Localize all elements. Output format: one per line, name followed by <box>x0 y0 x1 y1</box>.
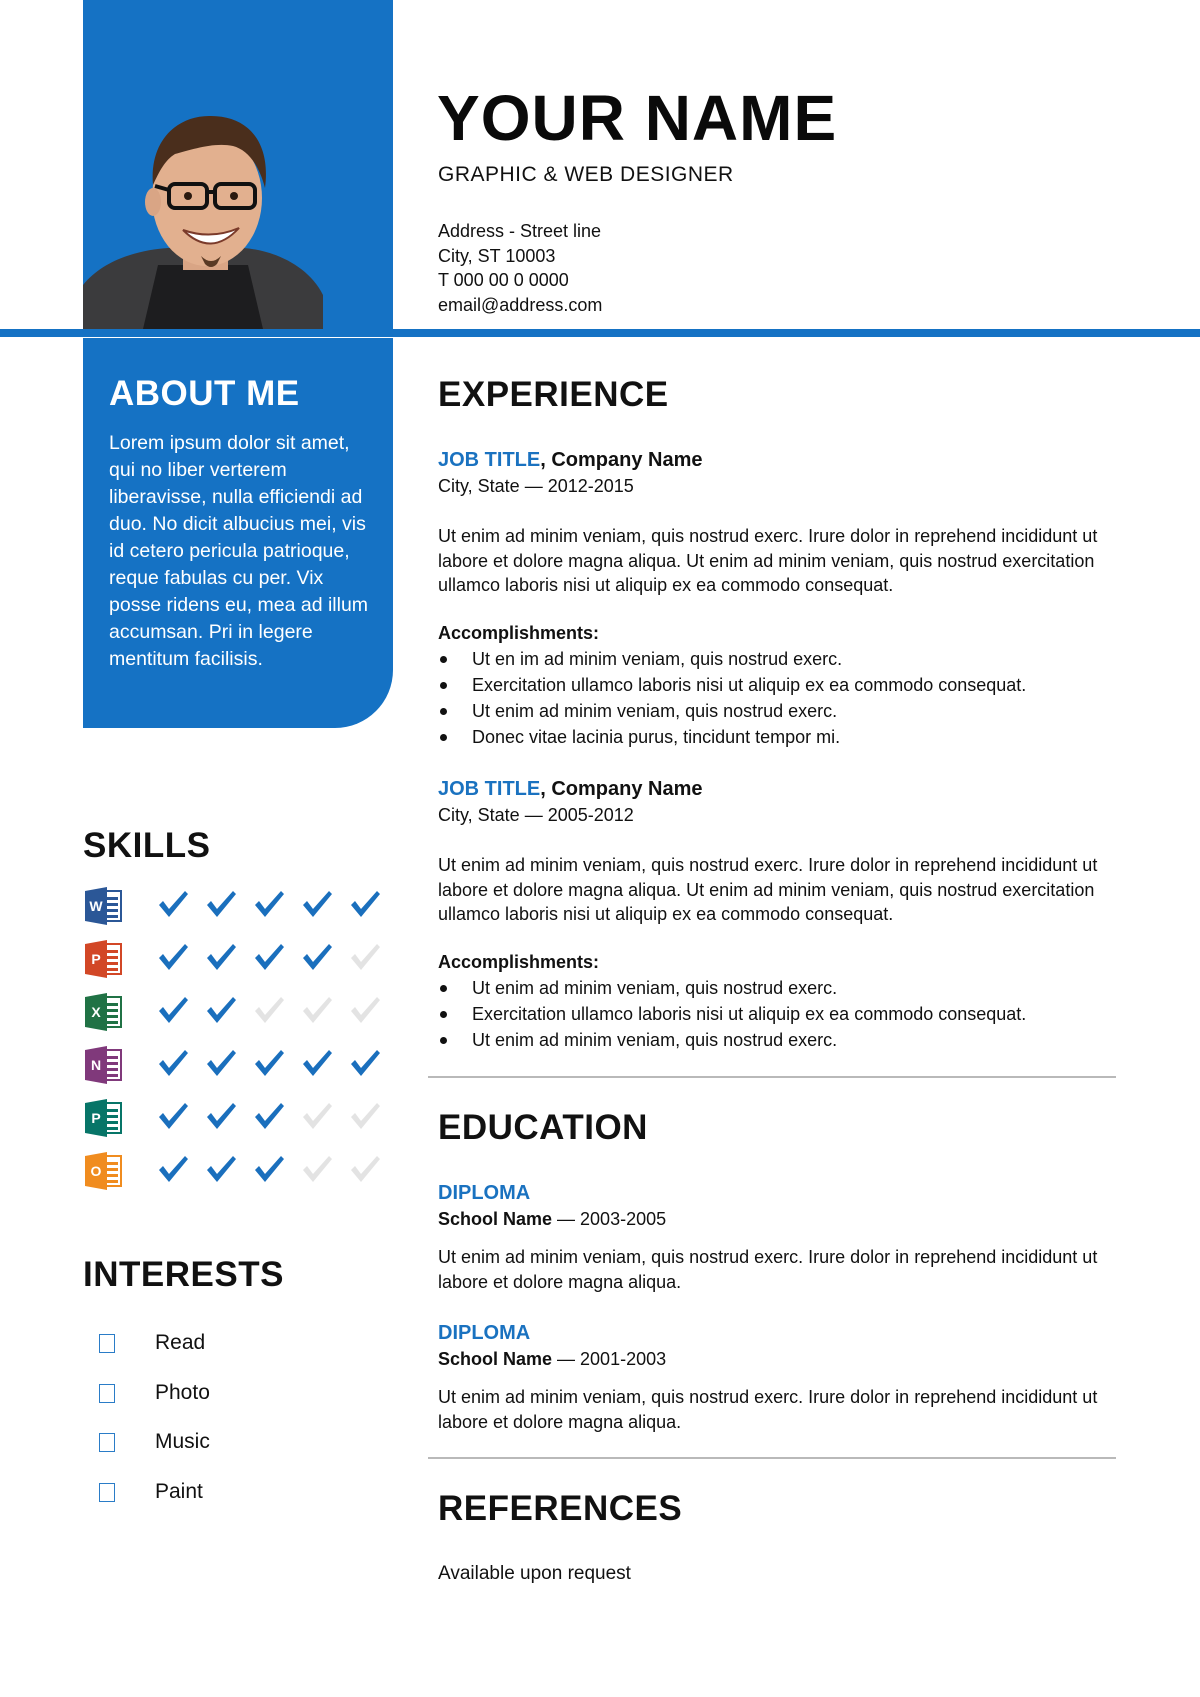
references-text: Available upon request <box>438 1563 631 1584</box>
svg-text:P: P <box>91 951 101 967</box>
skills-heading: SKILLS <box>83 826 211 865</box>
check-off-icon <box>348 940 382 974</box>
education-2-school: School Name <box>438 1349 553 1369</box>
check-on-icon <box>252 1152 286 1186</box>
interest-checkbox-icon <box>99 1483 115 1502</box>
check-on-icon <box>204 940 238 974</box>
education-1-description: Ut enim ad minim veniam, quis nostrud exerc. Irure dolor in reprehend incididunt ut labore et dolore magna aliqua. <box>438 1247 1098 1292</box>
check-on-icon <box>252 887 286 921</box>
interests-heading: INTERESTS <box>83 1255 284 1294</box>
education-1-diploma: DIPLOMA <box>438 1182 531 1204</box>
check-off-icon <box>348 1152 382 1186</box>
profile-photo <box>83 80 323 329</box>
interest-label: Paint <box>155 1479 203 1503</box>
job-1-title: JOB TITLE <box>438 449 541 471</box>
excel-icon <box>83 991 125 1033</box>
section-divider <box>428 1076 1116 1078</box>
svg-text:P: P <box>91 1110 101 1126</box>
list-item: Exercitation ullamco laboris nisi ut aliquip ex ea commodo consequat. <box>438 1001 1128 1027</box>
education-heading: EDUCATION <box>438 1108 648 1147</box>
check-on-icon <box>156 887 190 921</box>
experience-heading: EXPERIENCE <box>438 375 669 414</box>
job-1-description: Ut enim ad minim veniam, quis nostrud exerc. Irure dolor in reprehend incididunt ut labore et dolore magna aliqua. Ut enim ad minim veniam, quis nostrud exercitation ullamco laboris nisi ut aliquip ex ea commodo consequat. <box>438 526 1098 595</box>
list-item: Ut enim ad minim veniam, quis nostrud exerc. <box>438 1027 1128 1053</box>
list-item: Exercitation ullamco laboris nisi ut aliquip ex ea commodo consequat. <box>438 672 1128 698</box>
check-on-icon <box>252 940 286 974</box>
check-off-icon <box>348 1099 382 1133</box>
check-off-icon <box>252 993 286 1027</box>
svg-text:O: O <box>90 1163 102 1179</box>
skill-row <box>83 1044 383 1090</box>
interest-checkbox-icon <box>99 1334 115 1353</box>
svg-text:N: N <box>90 1057 102 1073</box>
check-on-icon <box>204 1152 238 1186</box>
check-on-icon <box>204 993 238 1027</box>
job-2-title: JOB TITLE <box>438 778 541 800</box>
job-1-accomplishments <box>438 646 1128 750</box>
check-on-icon <box>204 1046 238 1080</box>
job-1-accomplishments-title: Accomplishments: <box>438 623 600 643</box>
education-1-school: School Name <box>438 1209 553 1229</box>
check-on-icon <box>156 1152 190 1186</box>
svg-text:W: W <box>89 898 103 914</box>
about-heading: ABOUT ME <box>109 374 300 413</box>
education-2-description: Ut enim ad minim veniam, quis nostrud exerc. Irure dolor in reprehend incididunt ut labore et dolore magna aliqua. <box>438 1387 1098 1432</box>
job-2-meta: City, State — 2005-2012 <box>438 805 634 825</box>
education-2-school-line <box>438 1349 666 1370</box>
powerpoint-icon <box>83 938 125 980</box>
education-1-school-line <box>438 1209 666 1230</box>
job-1-company: , Company Name <box>540 449 703 471</box>
list-item: Ut enim ad minim veniam, quis nostrud exerc. <box>438 975 1128 1001</box>
header-rule <box>0 329 1200 337</box>
full-name: YOUR NAME <box>437 82 838 154</box>
job-role: GRAPHIC & WEB DESIGNER <box>438 163 734 186</box>
check-off-icon <box>300 1099 334 1133</box>
job-2-heading <box>438 778 703 801</box>
phone-number: T 000 00 0 0000 <box>438 270 569 290</box>
check-off-icon <box>300 1152 334 1186</box>
svg-text:X: X <box>91 1004 101 1020</box>
job-2-description: Ut enim ad minim veniam, quis nostrud exerc. Irure dolor in reprehend incididunt ut labore et dolore magna aliqua. Ut enim ad minim veniam, quis nostrud exercitation ullamco laboris nisi ut aliquip ex ea commodo consequat. <box>438 855 1098 924</box>
check-on-icon <box>252 1046 286 1080</box>
publisher-icon <box>83 1097 125 1139</box>
job-2-company: , Company Name <box>540 778 703 800</box>
skill-row <box>83 991 383 1037</box>
education-2-years: — 2001-2003 <box>552 1349 667 1369</box>
skill-row <box>83 938 383 984</box>
skill-row <box>83 1150 383 1196</box>
check-on-icon <box>156 993 190 1027</box>
interest-label: Music <box>155 1430 210 1453</box>
check-on-icon <box>156 1099 190 1133</box>
interest-checkbox-icon <box>99 1433 115 1452</box>
check-on-icon <box>300 887 334 921</box>
interest-checkbox-icon <box>99 1384 115 1403</box>
job-2-accomplishments-title: Accomplishments: <box>438 952 600 972</box>
education-2-diploma: DIPLOMA <box>438 1322 531 1344</box>
list-item: Donec vitae lacinia purus, tincidunt tempor mi. <box>438 724 1128 750</box>
job-1-meta: City, State — 2012-2015 <box>438 476 634 496</box>
check-on-icon <box>348 1046 382 1080</box>
list-item: Ut en im ad minim veniam, quis nostrud exerc. <box>438 646 1128 672</box>
outlook-icon <box>83 1150 125 1192</box>
skill-row <box>83 1097 383 1143</box>
check-on-icon <box>156 1046 190 1080</box>
check-on-icon <box>252 1099 286 1133</box>
job-1-heading <box>438 449 703 472</box>
check-on-icon <box>204 887 238 921</box>
address-line-1: Address - Street line <box>438 221 602 241</box>
skill-row <box>83 885 383 931</box>
interest-label: Read <box>155 1331 206 1354</box>
onenote-icon <box>83 1044 125 1086</box>
check-on-icon <box>300 940 334 974</box>
check-off-icon <box>300 993 334 1027</box>
section-divider <box>428 1457 1116 1459</box>
check-on-icon <box>348 887 382 921</box>
education-1-years: — 2003-2005 <box>552 1209 667 1229</box>
email-address: email@address.com <box>438 295 603 315</box>
check-on-icon <box>300 1046 334 1080</box>
interest-label: Photo <box>155 1380 210 1404</box>
check-on-icon <box>156 940 190 974</box>
references-heading: REFERENCES <box>438 1489 683 1528</box>
word-icon <box>83 885 125 927</box>
check-off-icon <box>348 993 382 1027</box>
job-2-accomplishments <box>438 975 1128 1053</box>
address-line-2: City, ST 10003 <box>438 246 556 266</box>
list-item: Ut enim ad minim veniam, quis nostrud exerc. <box>438 698 1128 724</box>
check-on-icon <box>204 1099 238 1133</box>
about-text: Lorem ipsum dolor sit amet, qui no liber verterem liberavisse, nulla efficiendi ad duo. No dicit albucius mei, vis id cetero pericula patrioque, reque fabulas cu per. Vix posse ridens eu, mea ad illum accumsan. Pri in legere mentitum facilisis. <box>109 432 369 670</box>
